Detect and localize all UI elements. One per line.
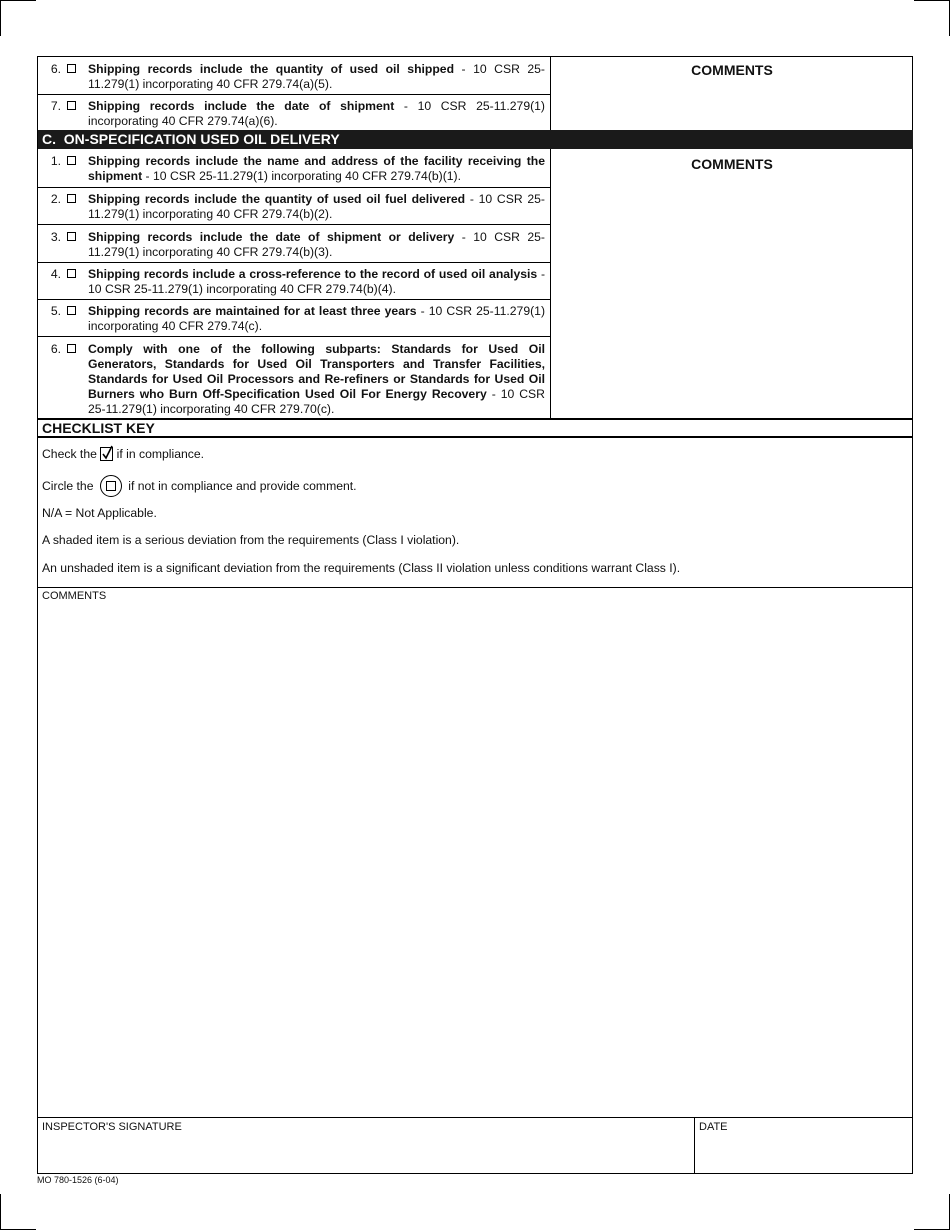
checklist-key-title: CHECKLIST KEY bbox=[42, 420, 155, 436]
item-text: Shipping records include the date of shipment - 10 CSR 25-11.279(1) incorporating 40 CFR 279.74(a)(6). bbox=[88, 99, 545, 128]
circled-box-icon bbox=[100, 475, 122, 497]
item-text: Shipping records include a cross-reference to the record of used oil analysis - 10 CSR 25-11.279(1) incorporating 40 CFR 279.74(b)(4). bbox=[88, 267, 545, 296]
item-number: 6. bbox=[50, 342, 61, 356]
key-circle-line: Circle the if not in compliance and provide comment. bbox=[42, 475, 357, 497]
checkbox[interactable] bbox=[67, 156, 76, 165]
comments-top-rule bbox=[38, 587, 913, 588]
key-na-line: N/A = Not Applicable. bbox=[42, 506, 157, 520]
item-number: 3. bbox=[50, 230, 61, 244]
item-text: Comply with one of the following subparts: Standards for Used Oil Generators, Standards for Used Oil Transporters and Transfer Facilities, Standards for Used Oil Processors and Re-refiners or Standards for Used Oil Burners who Burn Off-Specification Used Oil For Energy Recovery - 10 CSR 25-11.279(1) incorporating 40 CFR 279.70(c). bbox=[88, 342, 545, 416]
checklist-item bbox=[38, 337, 550, 419]
section-c-title: C. ON-SPECIFICATION USED OIL DELIVERY bbox=[42, 131, 340, 147]
comments-heading: COMMENTS bbox=[691, 62, 773, 78]
checklist-item bbox=[38, 300, 550, 337]
item-text: Shipping records include the name and address of the facility receiving the shipment - 10 CSR 25-11.279(1) incorporating 40 CFR 279.74(b)(1). bbox=[88, 154, 545, 183]
key-unshaded-line: An unshaded item is a significant deviation from the requirements (Class II violation unless conditions warrant Class I). bbox=[42, 561, 681, 575]
item-text: Shipping records include the quantity of used oil shipped - 10 CSR 25-11.279(1) incorporating 40 CFR 279.74(a)(5). bbox=[88, 62, 545, 91]
checkbox[interactable] bbox=[67, 306, 76, 315]
checkbox[interactable] bbox=[67, 194, 76, 203]
checkbox[interactable] bbox=[67, 269, 76, 278]
item-number: 1. bbox=[50, 154, 61, 168]
checklist-item bbox=[38, 57, 550, 94]
checkbox[interactable] bbox=[67, 64, 76, 73]
comments-area[interactable] bbox=[38, 603, 913, 1117]
section-c-header bbox=[38, 130, 913, 149]
item-number: 6. bbox=[50, 62, 61, 76]
checklist-item bbox=[38, 150, 550, 187]
column-divider bbox=[550, 57, 551, 419]
comments-heading: COMMENTS bbox=[691, 156, 773, 172]
signature-top-rule bbox=[38, 1117, 913, 1118]
item-text: Shipping records include the date of shipment or delivery - 10 CSR 25-11.279(1) incorporating 40 CFR 279.74(b)(3). bbox=[88, 230, 545, 259]
crop-mark bbox=[0, 1194, 1, 1230]
checklist-item bbox=[38, 95, 550, 131]
checklist-item bbox=[38, 225, 550, 262]
item-number: 4. bbox=[50, 267, 61, 281]
checkbox[interactable] bbox=[67, 232, 76, 241]
item-number: 2. bbox=[50, 192, 61, 206]
key-check-line: Check the if in compliance. bbox=[42, 447, 205, 461]
item-text: Shipping records are maintained for at least three years - 10 CSR 25-11.279(1) incorporating 40 CFR 279.74(c). bbox=[88, 304, 546, 333]
checklist-item bbox=[38, 263, 550, 300]
item-number: 7. bbox=[50, 99, 61, 113]
checkmark-box-icon bbox=[100, 447, 113, 461]
crop-mark bbox=[0, 0, 1, 36]
key-bottom-rule bbox=[38, 436, 913, 438]
checkbox[interactable] bbox=[67, 101, 76, 110]
checklist-item bbox=[38, 188, 550, 225]
crop-mark bbox=[914, 0, 950, 1]
checklist-form bbox=[37, 56, 913, 1174]
date-label: DATE bbox=[699, 1121, 728, 1133]
signature-label: INSPECTOR'S SIGNATURE bbox=[42, 1121, 182, 1133]
comments-box-label: COMMENTS bbox=[42, 590, 107, 602]
key-shaded-line: A shaded item is a serious deviation from the requirements (Class I violation). bbox=[42, 533, 460, 547]
date-field[interactable] bbox=[696, 1135, 912, 1173]
signature-field[interactable] bbox=[38, 1135, 693, 1173]
item-text: Shipping records include the quantity of used oil fuel delivered - 10 CSR 25-11.279(1) incorporating 40 CFR 279.74(b)(2). bbox=[88, 192, 545, 221]
checkbox[interactable] bbox=[67, 344, 76, 353]
item-number: 5. bbox=[50, 304, 61, 318]
crop-mark bbox=[0, 0, 36, 1]
key-top-rule bbox=[38, 418, 913, 420]
signature-divider bbox=[694, 1117, 695, 1174]
form-number: MO 780-1526 (6-04) bbox=[37, 1175, 119, 1185]
